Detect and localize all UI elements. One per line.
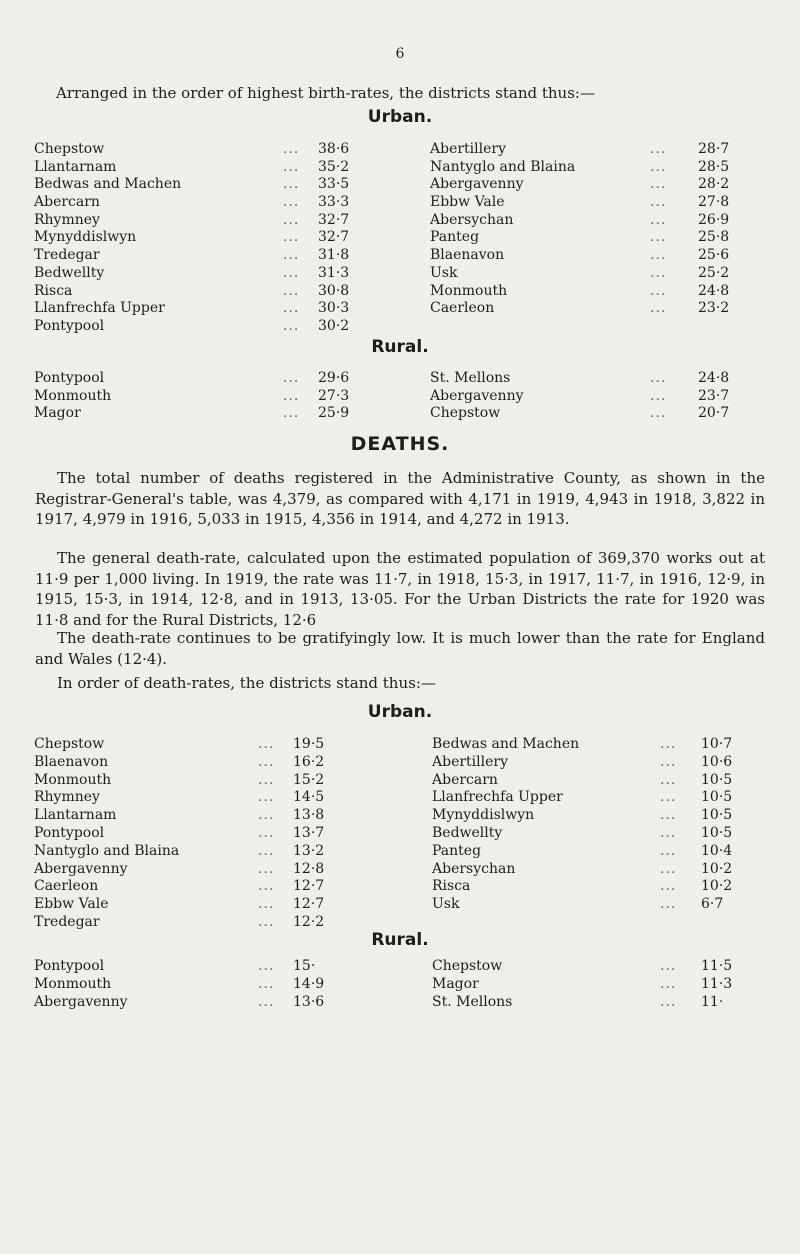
- district-rate: 27·3: [318, 387, 350, 404]
- leader-dots: ...: [283, 211, 300, 228]
- district-name: Llanfrechfa Upper: [34, 300, 165, 317]
- table-row: [0, 300, 800, 318]
- leader-dots: ...: [650, 211, 667, 228]
- district-name: Risca: [34, 282, 73, 299]
- birth-urban-heading: Urban.: [367, 107, 433, 127]
- table-row: [0, 194, 800, 212]
- death-rural-table: [0, 958, 800, 1011]
- leader-dots: ...: [258, 771, 275, 788]
- district-rate: 14·9: [293, 975, 325, 992]
- district-rate: 13·6: [293, 993, 325, 1010]
- district-name: St. Mellons: [432, 993, 513, 1010]
- district-rate: 35·2: [318, 158, 350, 175]
- leader-dots: ...: [283, 405, 300, 422]
- district-rate: 12·7: [293, 896, 325, 913]
- district-name: Llantarnam: [34, 807, 117, 824]
- district-name: Chepstow: [34, 736, 105, 752]
- district-name: Monmouth: [34, 387, 112, 404]
- leader-dots: ...: [258, 824, 275, 841]
- district-name: Abertillery: [430, 141, 506, 157]
- leader-dots: ...: [258, 807, 275, 824]
- death-rural-heading: Rural.: [371, 930, 429, 950]
- district-rate: 10·2: [701, 860, 733, 877]
- district-name: Bedwas and Machen: [432, 736, 580, 752]
- district-rate: 30·3: [318, 300, 350, 317]
- district-rate: 25·6: [698, 247, 730, 264]
- district-rate: 30·2: [318, 317, 350, 334]
- district-rate: 23·7: [698, 387, 730, 404]
- district-rate: 28·7: [698, 141, 730, 157]
- table-row: [0, 736, 800, 754]
- district-rate: 12·8: [293, 860, 325, 877]
- district-rate: 24·8: [698, 370, 730, 386]
- table-row: [0, 994, 800, 1012]
- district-name: Tredegar: [34, 913, 100, 930]
- district-name: Panteg: [430, 229, 480, 246]
- table-row: [0, 388, 800, 406]
- leader-dots: ...: [660, 736, 677, 752]
- district-name: Pontypool: [34, 370, 105, 386]
- leader-dots: ...: [650, 405, 667, 422]
- leader-dots: ...: [650, 282, 667, 299]
- district-name: Chepstow: [34, 141, 105, 157]
- leader-dots: ...: [650, 387, 667, 404]
- district-name: Abersychan: [430, 211, 514, 228]
- page-number: 6: [395, 46, 405, 62]
- leader-dots: ...: [283, 194, 300, 211]
- table-row: [0, 405, 800, 423]
- paragraph-general-death-rate: The general death-rate, calculated upon the estimated population of 369,370 works out at 11·9 per 1,000 living. In 1919, the rate was 11·7, in 1918, 15·3, in 1917, 11·7, in 1916, 12·9, in 1915, 15·3, in 1914, 12·8, and in 1913, 13·05. For the Urban Districts the rate for 1920 was 11·8 and for the Rural Districts, 12·6: [35, 549, 765, 629]
- leader-dots: ...: [660, 975, 677, 992]
- district-rate: 20·7: [698, 405, 730, 422]
- district-rate: 11·: [701, 993, 724, 1010]
- district-name: Rhymney: [34, 789, 100, 806]
- district-name: Monmouth: [430, 282, 508, 299]
- leader-dots: ...: [660, 789, 677, 806]
- district-rate: 25·2: [698, 264, 730, 281]
- district-rate: 10·5: [701, 807, 733, 824]
- leader-dots: ...: [650, 194, 667, 211]
- district-rate: 13·7: [293, 824, 325, 841]
- district-rate: 10·7: [701, 736, 733, 752]
- district-rate: 10·4: [701, 842, 733, 859]
- district-name: Tredegar: [34, 247, 100, 264]
- district-rate: 13·8: [293, 807, 325, 824]
- table-row: [0, 212, 800, 230]
- district-rate: 38·6: [318, 141, 350, 157]
- leader-dots: ...: [283, 264, 300, 281]
- district-name: Usk: [432, 896, 460, 913]
- leader-dots: ...: [660, 771, 677, 788]
- district-rate: 12·2: [293, 913, 325, 930]
- table-row: [0, 265, 800, 283]
- death-urban-table: [0, 736, 800, 932]
- district-name: Risca: [432, 878, 471, 895]
- district-rate: 10·5: [701, 789, 733, 806]
- table-row: [0, 825, 800, 843]
- leader-dots: ...: [258, 896, 275, 913]
- district-name: Pontypool: [34, 824, 105, 841]
- district-name: Monmouth: [34, 771, 112, 788]
- leader-dots: ...: [258, 975, 275, 992]
- district-name: Ebbw Vale: [34, 896, 109, 913]
- district-name: Bedwas and Machen: [34, 176, 182, 193]
- leader-dots: ...: [258, 753, 275, 770]
- table-row: [0, 896, 800, 914]
- district-name: Abergavenny: [430, 387, 524, 404]
- district-name: Abercarn: [34, 194, 100, 211]
- leader-dots: ...: [660, 878, 677, 895]
- leader-dots: ...: [650, 300, 667, 317]
- district-rate: 31·3: [318, 264, 350, 281]
- deaths-heading: DEATHS.: [350, 433, 450, 455]
- table-row: [0, 176, 800, 194]
- table-row: [0, 878, 800, 896]
- district-rate: 14·5: [293, 789, 325, 806]
- district-rate: 28·2: [698, 176, 730, 193]
- district-rate: 6·7: [701, 896, 724, 913]
- table-row: [0, 141, 800, 159]
- district-rate: 16·2: [293, 753, 325, 770]
- district-name: Abertillery: [432, 753, 508, 770]
- district-name: Monmouth: [34, 975, 112, 992]
- district-rate: 28·5: [698, 158, 730, 175]
- district-name: Abersychan: [432, 860, 516, 877]
- leader-dots: ...: [283, 317, 300, 334]
- district-name: Pontypool: [34, 958, 105, 974]
- leader-dots: ...: [650, 370, 667, 386]
- table-row: [0, 318, 800, 336]
- district-name: Mynyddislwyn: [34, 229, 137, 246]
- district-name: Nantyglo and Blaina: [34, 842, 180, 859]
- district-rate: 23·2: [698, 300, 730, 317]
- district-name: Rhymney: [34, 211, 100, 228]
- leader-dots: ...: [258, 736, 275, 752]
- district-name: Pontypool: [34, 317, 105, 334]
- district-name: Abercarn: [432, 771, 498, 788]
- district-rate: 24·8: [698, 282, 730, 299]
- leader-dots: ...: [258, 913, 275, 930]
- table-row: [0, 843, 800, 861]
- birth-rural-heading: Rural.: [371, 337, 429, 357]
- leader-dots: ...: [650, 158, 667, 175]
- district-name: Magor: [432, 975, 479, 992]
- leader-dots: ...: [283, 282, 300, 299]
- district-name: Chepstow: [432, 958, 503, 974]
- district-rate: 25·9: [318, 405, 350, 422]
- leader-dots: ...: [660, 958, 677, 974]
- table-row: [0, 754, 800, 772]
- district-rate: 33·3: [318, 194, 350, 211]
- leader-dots: ...: [283, 387, 300, 404]
- district-rate: 11·3: [701, 975, 733, 992]
- district-rate: 33·5: [318, 176, 350, 193]
- district-name: Blaenavon: [430, 247, 505, 264]
- district-name: Llantarnam: [34, 158, 117, 175]
- leader-dots: ...: [660, 860, 677, 877]
- district-rate: 10·5: [701, 771, 733, 788]
- leader-dots: ...: [650, 229, 667, 246]
- district-name: Abergavenny: [430, 176, 524, 193]
- district-rate: 15·2: [293, 771, 325, 788]
- leader-dots: ...: [283, 176, 300, 193]
- leader-dots: ...: [283, 229, 300, 246]
- leader-dots: ...: [283, 141, 300, 157]
- birth-urban-table: [0, 141, 800, 336]
- paragraph-death-order: In order of death-rates, the districts stand thus:—: [57, 674, 436, 692]
- district-name: Blaenavon: [34, 753, 109, 770]
- district-name: Mynyddislwyn: [432, 807, 535, 824]
- district-name: Magor: [34, 405, 81, 422]
- district-rate: 12·7: [293, 878, 325, 895]
- district-rate: 15·: [293, 958, 316, 974]
- district-name: Nantyglo and Blaina: [430, 158, 576, 175]
- district-name: Ebbw Vale: [430, 194, 505, 211]
- leader-dots: ...: [660, 824, 677, 841]
- table-row: [0, 958, 800, 976]
- leader-dots: ...: [258, 958, 275, 974]
- leader-dots: ...: [650, 141, 667, 157]
- district-name: Caerleon: [430, 300, 495, 317]
- leader-dots: ...: [258, 860, 275, 877]
- table-row: [0, 772, 800, 790]
- leader-dots: ...: [660, 896, 677, 913]
- paragraph-death-rate-low: The death-rate continues to be gratifyingly low. It is much lower than the rate for England and Wales (12·4).: [35, 629, 765, 668]
- district-rate: 29·6: [318, 370, 350, 386]
- district-rate: 25·8: [698, 229, 730, 246]
- table-row: [0, 789, 800, 807]
- district-rate: 26·9: [698, 211, 730, 228]
- table-row: [0, 229, 800, 247]
- table-row: [0, 807, 800, 825]
- district-name: Caerleon: [34, 878, 99, 895]
- leader-dots: ...: [660, 807, 677, 824]
- leader-dots: ...: [258, 789, 275, 806]
- district-rate: 31·8: [318, 247, 350, 264]
- district-rate: 10·2: [701, 878, 733, 895]
- district-name: Llanfrechfa Upper: [432, 789, 563, 806]
- table-row: [0, 976, 800, 994]
- table-row: [0, 159, 800, 177]
- leader-dots: ...: [258, 993, 275, 1010]
- leader-dots: ...: [283, 300, 300, 317]
- district-name: Abergavenny: [34, 993, 128, 1010]
- leader-dots: ...: [650, 247, 667, 264]
- birth-rural-table: [0, 370, 800, 423]
- leader-dots: ...: [660, 842, 677, 859]
- leader-dots: ...: [650, 176, 667, 193]
- leader-dots: ...: [283, 247, 300, 264]
- district-name: Panteg: [432, 842, 482, 859]
- leader-dots: ...: [650, 264, 667, 281]
- leader-dots: ...: [283, 158, 300, 175]
- leader-dots: ...: [258, 878, 275, 895]
- table-row: [0, 861, 800, 879]
- district-rate: 32·7: [318, 229, 350, 246]
- district-name: Bedwellty: [432, 824, 503, 841]
- leader-dots: ...: [660, 753, 677, 770]
- paragraph-total-deaths: The total number of deaths registered in the Administrative County, as shown in the Registrar-General's table, was 4,379, as compared with 4,171 in 1919, 4,943 in 1918, 3,822 in 1917, 4,979 in 1916, 5,033 in 1915, 4,356 in 1914, and 4,272 in 1913.: [35, 469, 765, 528]
- leader-dots: ...: [258, 842, 275, 859]
- district-rate: 10·6: [701, 753, 733, 770]
- district-rate: 10·5: [701, 824, 733, 841]
- leader-dots: ...: [283, 370, 300, 386]
- district-rate: 13·2: [293, 842, 325, 859]
- death-urban-heading: Urban.: [367, 702, 433, 722]
- district-name: Abergavenny: [34, 860, 128, 877]
- table-row: [0, 283, 800, 301]
- district-name: Usk: [430, 264, 458, 281]
- district-rate: 11·5: [701, 958, 733, 974]
- leader-dots: ...: [660, 993, 677, 1010]
- intro-text: Arranged in the order of highest birth-rates, the districts stand thus:—: [56, 84, 595, 102]
- district-rate: 32·7: [318, 211, 350, 228]
- table-row: [0, 370, 800, 388]
- district-name: Bedwellty: [34, 264, 105, 281]
- district-rate: 27·8: [698, 194, 730, 211]
- table-row: [0, 247, 800, 265]
- district-rate: 30·8: [318, 282, 350, 299]
- district-rate: 19·5: [293, 736, 325, 752]
- district-name: Chepstow: [430, 405, 501, 422]
- district-name: St. Mellons: [430, 370, 511, 386]
